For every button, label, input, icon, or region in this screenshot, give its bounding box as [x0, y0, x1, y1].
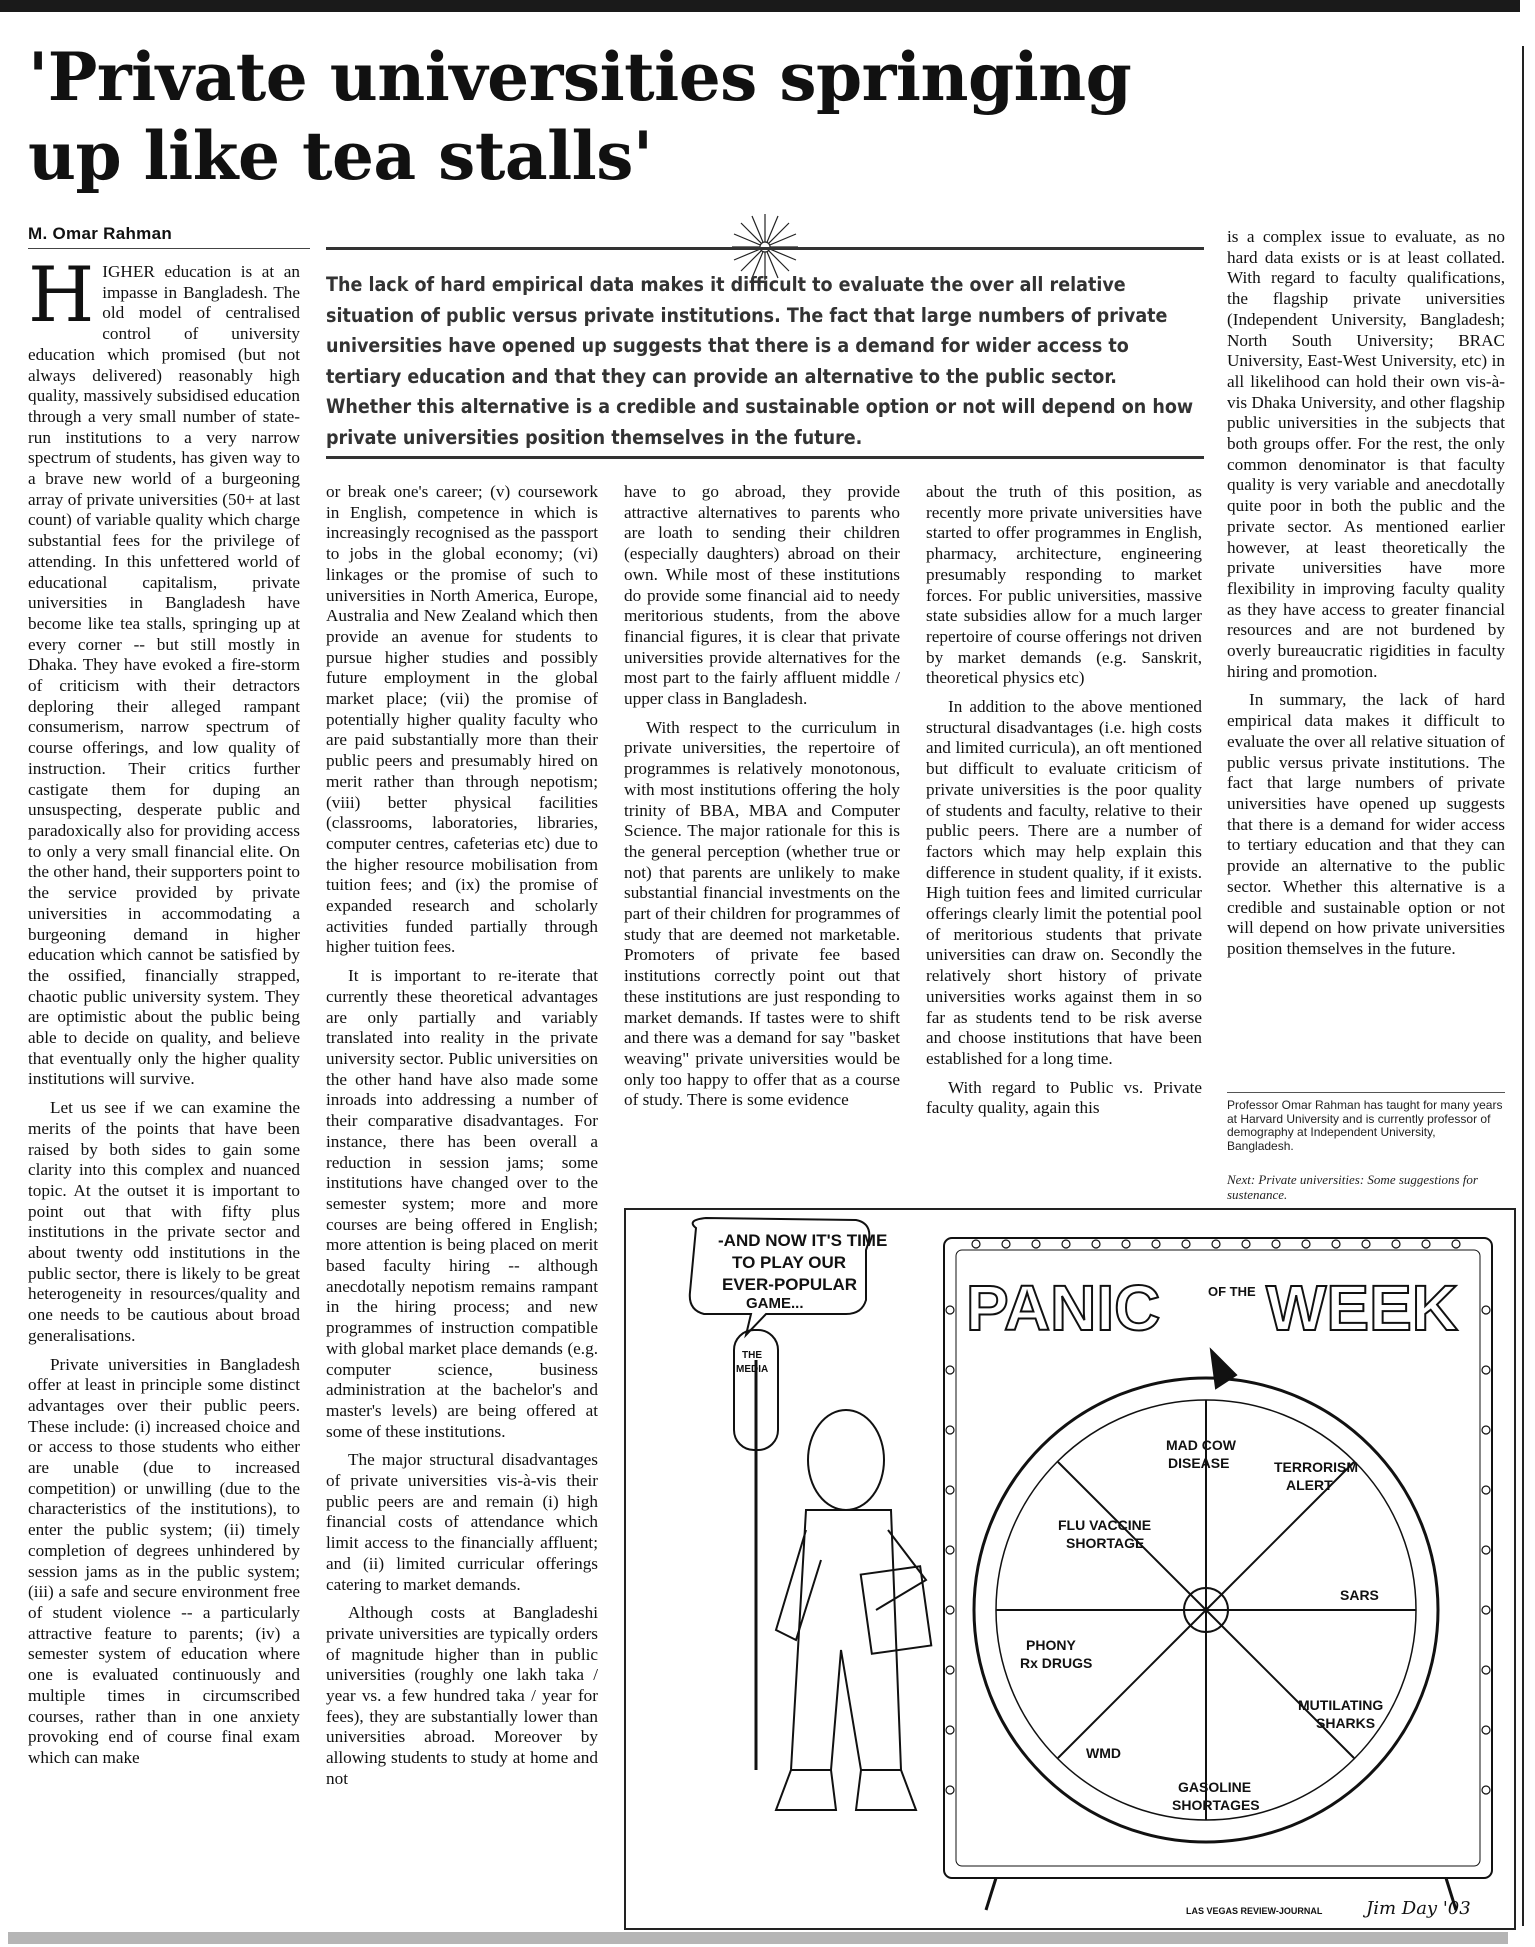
- article-column-4: [926, 482, 1202, 1202]
- article-paragraph: about the truth of this position, as recently more private universities have started to offer programmes in English, pharmacy, architecture, engineering presumably responding to market forces. For public universities, massive state subsidies allow for a much larger repertoire of course offerings not driven by market demands (e.g. Sanskrit, theoretical physics etc): [926, 482, 1202, 688]
- segment-flu-1: FLU VACCINE: [1058, 1517, 1152, 1533]
- article-column-3: [624, 482, 900, 1206]
- article-paragraph: Let us see if we can examine the merits of the points that have been raised by both sides to gain some clarity into this complex and nuanced topic. At the outset it is important to point out that with fifty plus institutions in the private sector and about twenty odd institutions in the public sector, there is likely to be great heterogeneity in resources/quality and one needs to be cautious about broad generalisations.: [28, 1098, 300, 1345]
- editorial-cartoon: [624, 1208, 1516, 1930]
- mic-label-2: MEDIA: [736, 1364, 769, 1375]
- cartoon-credit: LAS VEGAS REVIEW-JOURNAL: [1186, 1906, 1323, 1916]
- article-paragraph: HIGHER education is at an impasse in Bangladesh. The old model of centralised control of university education which promised (but not always delivered) reasonably high quality, massively subsidised education through a very small number of state-run institutions to a very narrow spectrum of students, has given way to a brave new world of a burgeoning array of private universities (50+ at last count) of variable quality which charge substantial fees for the privilege of attending. In this unfettered world of educational capitalism, private universities in Bangladesh have become like tea stalls, springing up at every corner -- but still mostly in Dhaka. They have evoked a fire-storm of criticism with their detractors deploring their alleged rampant consumerism, narrow spectrum of course offerings, and low quality of instruction. Their critics further castigate them for duping an unsuspecting, desperate public and paradoxically also for providing access to only a very small financial elite. On the other hand, their supporters point to the service provided by private universities in accommodating a burgeoning demand in higher education which cannot be satisfied by the ossified, financially strapped, chaotic public university system. They are optimistic about the public being able to decide on quality, and believe that eventually only the higher quality institutions will survive.: [28, 250, 300, 1089]
- article-paragraph: or break one's career; (v) coursework in English, competence in which is increasingly recognised as the passport to jobs in the global economy; (vi) linkages or the promise of such to universities in North America, Europe, Australia and New Zealand which then provide an avenue for students to pursue higher studies and possibly future employment in the global market place; (vii) the promise of potentially higher quality faculty who are paid substantially more than their public peers and presumably hired on merit rather than through nepotism; (viii) better physical facilities (classrooms, laboratories, libraries, computer centres, cafeterias etc) due to the higher resource mobilisation from tuition fees; and (ix) the promise of expanded research and scholarly activities funded partially through higher tuition fees.: [326, 482, 598, 957]
- pullquote: The lack of hard empirical data makes it difficult to evaluate the over all relative situation of public versus private institutions. The fact that large numbers of private universities have opened up suggests that there is a demand for wider access to tertiary education and that they can provide an alternative to the public sector. Whether this alternative is a credible and sustainable option or not will depend on how private universities position themselves in the future.: [326, 273, 1194, 449]
- cartoon-drawing: [626, 1210, 1514, 1928]
- article-paragraph: have to go abroad, they provide attractive alternatives to parents who are loath to sending their children (especially daughters) abroad on their own. While most of these institutions do provide some financial aid to needy meritorious students, from the above financial figures, it is clear that private universities provide alternatives for the most part to the fairly affluent middle / upper class in Bangladesh.: [624, 482, 900, 709]
- segment-mad-cow-1: MAD COW: [1166, 1437, 1236, 1453]
- column-divider: [1522, 46, 1524, 1926]
- bottom-rule: [8, 1932, 1508, 1944]
- adjacent-article-edge: [1526, 46, 1535, 1906]
- article-paragraph: It is important to re-iterate that currently these theoretical advantages are only partially and variably translated into reality in the private university sector. Public universities on the other hand have also made some inroads into addressing a number of their comparative disadvantages. For instance, there has been overall a reduction in session jams; some institutions have changed over to the semester system; more and more courses are being offered in English; more attention is being placed on merit based faculty hiring -- although anecdotally nepotism remains rampant in the hiring process; and new programmes of instruction compatible with global market place demands (e.g. computer science, business administration at the bachelor's and master's levels) are being offered at some of these institutions.: [326, 966, 598, 1441]
- segment-terrorism-1: TERRORISM: [1274, 1459, 1358, 1475]
- article-column-5: [1227, 227, 1505, 1087]
- segment-gasoline-1: GASOLINE: [1178, 1779, 1252, 1795]
- segment-mad-cow-2: DISEASE: [1168, 1455, 1230, 1471]
- author-bio: Professor Omar Rahman has taught for many years at Harvard University and is currently professor of demography at Independent University, Bangladesh.: [1227, 1098, 1503, 1153]
- article-column-2: [326, 482, 598, 1798]
- presenter-figure: [776, 1410, 931, 1810]
- article-paragraph: With regard to Public vs. Private faculty quality, again this: [926, 1077, 1202, 1118]
- speech-line-3: EVER-POPULAR: [722, 1275, 858, 1294]
- article-paragraph: In addition to the above mentioned structural disadvantages (i.e. high costs and limited curricula), an oft mentioned but difficult to evaluate criticism of private universities is the poor quality of students and faculty, relative to their public peers. There are a number of factors which may help explain this difference in student quality, if it exists. High tuition fees and limited curricular offerings clearly limit the potential pool of meritorious students that private universities can draw on. Secondly the relatively short history of private universities works against them in so far as students tend to be risk averse and choose institutions that have been established for a long time.: [926, 697, 1202, 1068]
- wheel-title-panic: PANIC: [966, 1272, 1161, 1344]
- article-column-1: [28, 250, 300, 1777]
- pullquote-rule-top: [326, 247, 1204, 250]
- article-paragraph: In summary, the lack of hard empirical data makes it difficult to evaluate the over all relative situation of public versus private institutions. The fact that large numbers of private universities have opened up suggests that there is a demand for wider access to tertiary education and that they can provide an alternative to the public sector. Whether this alternative is a credible and sustainable option or not will depend on how private universities position themselves in the future.: [1227, 690, 1505, 958]
- article-paragraph: Although costs at Bangladeshi private universities are typically orders of magnitude higher than in public universities (roughly one lakh taka / year vs. a few hundred taka / year for fees), they are substantially lower than universities abroad. Moreover by allowing students to study at home and not: [326, 1603, 598, 1788]
- wheel-pointer: [1211, 1350, 1236, 1388]
- segment-phony-2: Rx DRUGS: [1020, 1655, 1093, 1671]
- top-rule: [0, 0, 1520, 12]
- article-paragraph: The major structural disadvantages of private universities vis-à-vis their public peers are and remain (i) high financial costs of attendance which limit access to the financially affluent; and (ii) limited curricular offerings catering to market demands.: [326, 1450, 598, 1594]
- drop-cap: H: [28, 250, 95, 339]
- speech-line-2: TO PLAY OUR: [732, 1253, 846, 1272]
- segment-sharks-2: SHARKS: [1316, 1715, 1376, 1731]
- cartoon-signature: Jim Day '03: [1366, 1898, 1471, 1919]
- wheel-title-week: WEEK: [1266, 1272, 1458, 1344]
- segment-wmd: WMD: [1086, 1745, 1121, 1761]
- bio-rule: [1227, 1092, 1505, 1093]
- next-article-note: Next: Private universities: Some suggestions for sustenance.: [1227, 1172, 1478, 1202]
- segment-sharks-1: MUTILATING: [1298, 1697, 1384, 1713]
- pullquote-rule-bottom: [326, 456, 1204, 459]
- segment-sars: SARS: [1340, 1587, 1379, 1603]
- wheel-title-of-the: OF THE: [1208, 1284, 1256, 1299]
- headline: 'Private universities springing up like tea stalls': [28, 38, 1132, 195]
- segment-gasoline-2: SHORTAGES: [1172, 1797, 1260, 1813]
- segment-flu-2: SHORTAGE: [1066, 1535, 1145, 1551]
- segment-phony-1: PHONY: [1026, 1637, 1076, 1653]
- segment-terrorism-2: ALERT: [1286, 1477, 1333, 1493]
- article-paragraph: With respect to the curriculum in private universities, the repertoire of programmes is relatively monotonous, with most institutions offering the holy trinity of BBA, MBA and Computer Science. The major rationale for this is the general perception (whether true or not) that parents are unlikely to make substantial financial investments on the part of their children for programmes of study that are deemed not marketable. Promoters of private fee based institutions correctly point out that these institutions are just responding to market demands. If tastes were to shift and there was a demand for say "basket weaving" private universities would be only too happy to offer that as a course of study. There is some evidence: [624, 717, 900, 1110]
- speech-line-1: -AND NOW IT'S TIME: [718, 1231, 888, 1250]
- speech-line-4: GAME...: [746, 1295, 804, 1312]
- byline-rule: [28, 248, 310, 249]
- mic-label-1: THE: [742, 1350, 762, 1361]
- byline: M. Omar Rahman: [28, 224, 173, 243]
- article-paragraph: is a complex issue to evaluate, as no hard data exists or is at least collated. With regard to faculty qualifications, the flagship private universities (Independent University, Bangladesh; North South University; BRAC University, East-West University, etc) in all likelihood can hold their own vis-à-vis Dhaka University, and other flagship public universities in the subjects that both groups offer. For the rest, the only common denominator is that faculty quality is very variable and anecdotally quite poor in both the public and the private sector. As mentioned earlier however, at least theoretically the private universities have more flexibility in improving faculty quality as they have access to greater financial resources and are not burdened by overly bureaucratic rigidities in faculty hiring and promotion.: [1227, 227, 1505, 681]
- article-paragraph: Private universities in Bangladesh offer at least in principle some distinct advantages over their public peers. These include: (i) increased choice and or access to those students who either are unable (due to increased competition) or unwilling (due to the characteristics of the institutions), to enter the public system; (ii) timely completion of degrees unhindered by session jams as in the public system; (iii) a safe and secure environment free of student violence -- a particularly attractive feature to parents; (iv) a semester system of education where one is evaluated continuously and multiple times in circumscribed courses, rather than in one anxiety provoking end of course final exam which can make: [28, 1354, 300, 1767]
